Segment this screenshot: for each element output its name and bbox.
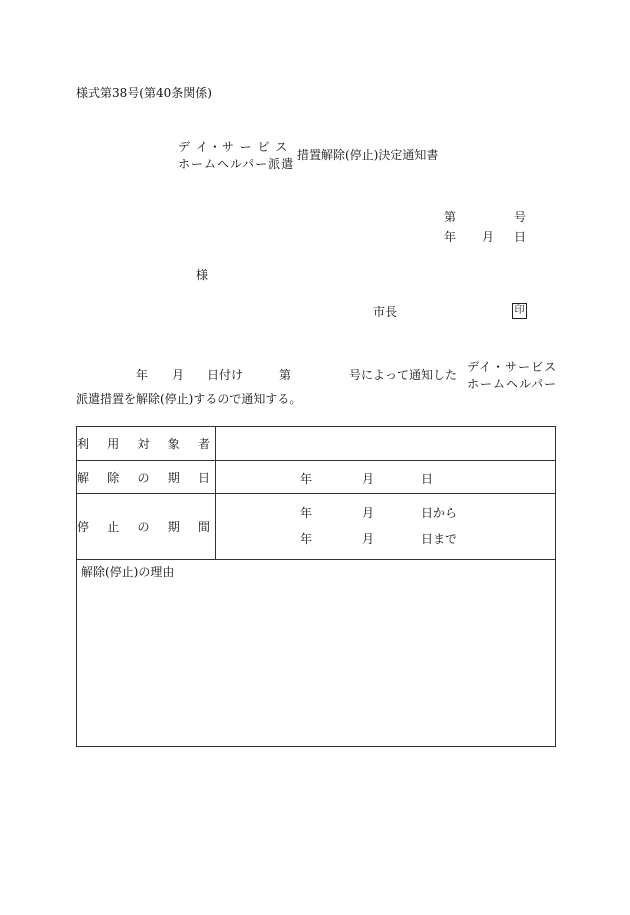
addressee-suffix: 様 [196,268,209,282]
body-year: 年 [136,368,149,382]
body-go-notified: 号によって通知した [349,368,458,382]
suspension-to-month: 月 [362,531,375,546]
row-release-date [77,461,556,494]
issuer-title: 市長 [373,305,398,319]
body-service-line1: デイ・サービス [467,360,558,374]
row-suspension [77,494,556,560]
suspension-from-year: 年 [300,505,313,520]
form-number: 様式第38号(第40条関係) [76,86,212,100]
reason-cell [77,560,556,747]
label-char: の [137,470,150,485]
notice-table [76,426,556,747]
label-char: 停 [77,520,90,534]
label-char: 間 [197,520,210,534]
document-title: 措置解除(停止)決定通知書 [297,148,439,162]
recipient-label [77,427,216,461]
body-line2: 派遣措置を解除(停止)するので通知する。 [76,392,302,406]
title-service-types [178,139,294,173]
label-char: 用 [107,437,120,451]
release-date-label [77,461,216,494]
date-year: 年 [444,230,457,244]
label-char: 対 [137,437,150,451]
title-service-line2: ホームヘルパー派遣 [178,157,295,171]
row-recipient [77,427,556,461]
date-day: 日 [514,230,527,244]
doc-no-dai: 第 [444,210,457,224]
suspension-label [77,494,216,560]
body-service-types [467,359,557,393]
suspension-to-year: 年 [300,531,313,546]
release-month: 月 [362,472,375,486]
recipient-value [216,427,556,461]
label-char: 除 [107,470,120,485]
label-char: 期 [167,520,180,534]
release-day: 日 [421,472,434,486]
suspension-value [216,494,556,560]
doc-no-go: 号 [514,210,527,224]
release-year: 年 [300,472,313,486]
date-month: 月 [482,230,495,244]
label-char: 象 [167,437,180,451]
suspension-from-day: 日から [421,505,458,520]
suspension-to-day: 日まで [421,531,458,546]
release-date-value [216,461,556,494]
label-char: 解 [77,470,90,485]
label-char: の [137,520,150,534]
label-char: 期 [167,470,180,485]
body-dai: 第 [279,368,292,382]
body-service-line2: ホームヘルパー [467,377,558,391]
label-char: 者 [197,437,210,451]
label-char: 止 [107,520,120,534]
label-char: 日 [197,470,210,485]
seal-mark: 印 [512,303,527,319]
label-char: 利 [77,437,90,451]
body-month: 月 [172,368,185,382]
title-service-line1: デ イ・サ ー ビ ス [178,140,289,154]
suspension-from-month: 月 [362,505,375,520]
body-day-dated: 日付け [207,368,244,382]
row-reason [77,560,556,747]
reason-label: 解除(停止)の理由 [81,565,175,579]
